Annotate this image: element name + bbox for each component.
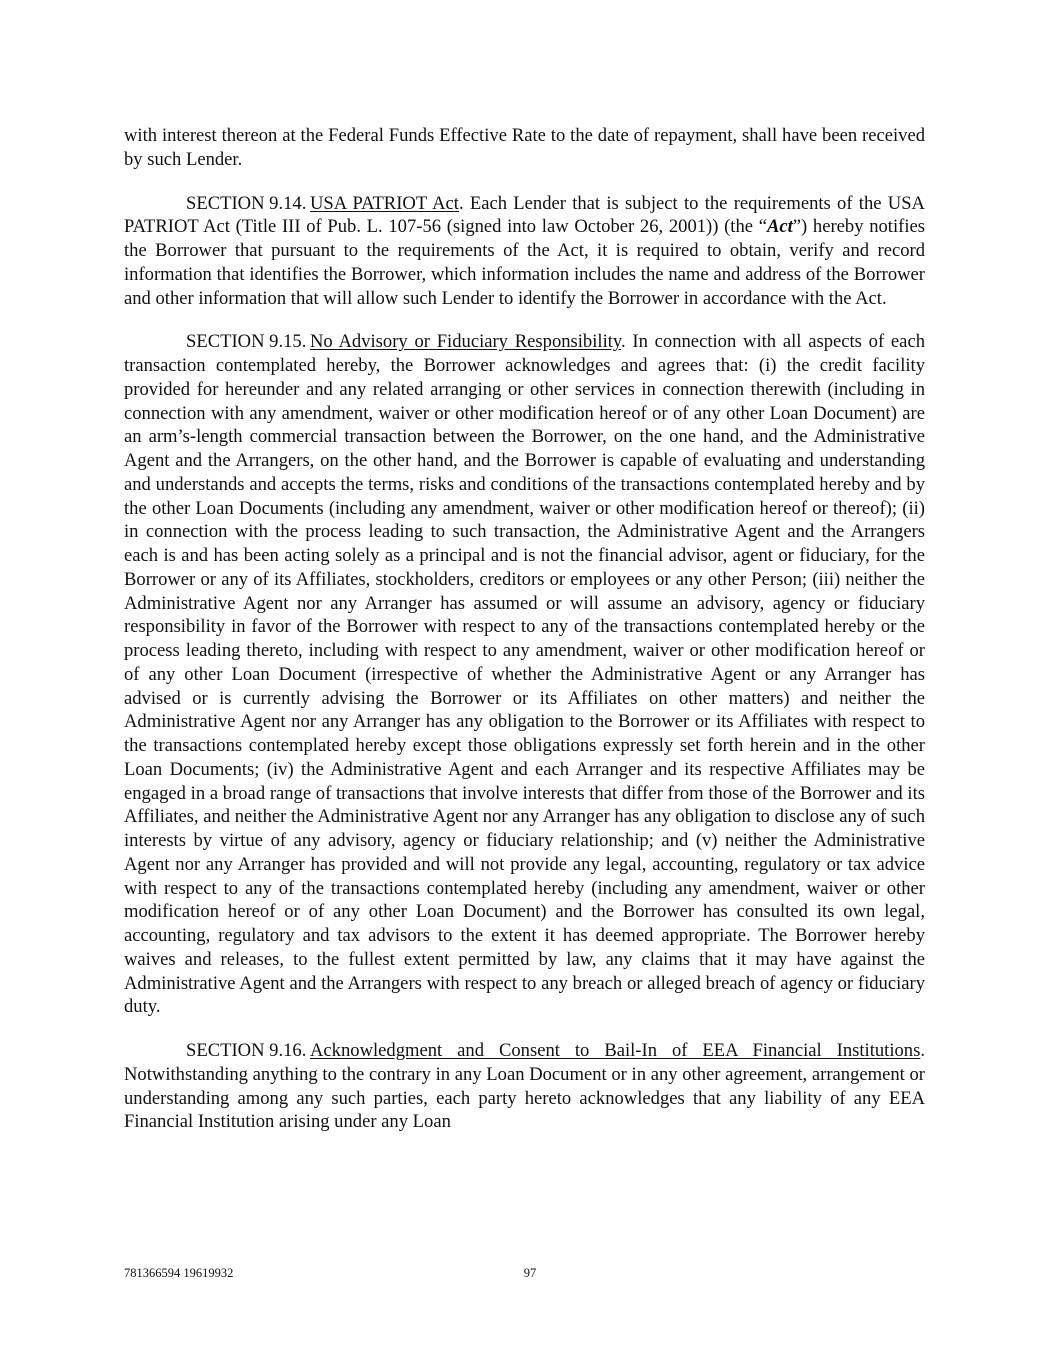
section-9-15-paragraph — [124, 330, 925, 1019]
section-text: ”) hereby notifies the Borrower that pursuant to the requirements of the Act, it is required to obtain, verify and record information that identifies the Borrower, which information includes the name and address of the Borrower and other information that will allow such Lender to identify the Borrower in accordance with the Act. — [124, 216, 925, 309]
section-9-16-paragraph — [124, 1039, 925, 1134]
section-number: SECTION 9.15. — [186, 331, 307, 353]
section-heading: No Advisory or Fiduciary Responsibility — [310, 331, 621, 353]
section-heading: USA PATRIOT Act — [310, 192, 459, 214]
section-text: . In connection with all aspects of each transaction contemplated hereby, the Borrower acknowledges and agrees that: (i) the credit facility provided for hereunder and any related arranging or other services in connection therewith (including in connection with any amendment, waiver or other modification hereof or of any other Loan Document) are an arm’s-length commercial transaction between the Borrower, on the one hand, and the Administrative Agent and the Arrangers, on the other hand, and the Borrower is capable of evaluating and understanding and understands and accepts the terms, risks and conditions of the transactions contemplated hereby and by the other Loan Documents (including any amendment, waiver or other modification hereof or thereof); (ii) in connection with the process leading to such transaction, the Administrative Agent and the Arrangers each is and has been acting solely as a principal and is not the financial advisor, agent or fiduciary, for the Borrower or any of its Affiliates, stockholders, creditors or employees or any other Person; (iii) neither the Administrative Agent nor any Arranger has assumed or will assume an advisory, agency or fiduciary responsibility in favor of the Borrower with respect to any of the transactions contemplated hereby or the process leading thereto, including with respect to any amendment, waiver or other modification hereof or of any other Loan Document (irrespective of whether the Administrative Agent or any Arranger has advised or is currently advising the Borrower or its Affiliates on other matters) and neither the Administrative Agent nor any Arranger has any obligation to the Borrower or its Affiliates with respect to the transactions contemplated hereby except those obligations expressly set forth herein and in the other Loan Documents; (iv) the Administrative Agent and each Arranger and its respective Affiliates may be engaged in a broad range of transactions that involve interests that differ from those of the Borrower and its Affiliates, and neither the Administrative Agent nor any Arranger has any obligation to disclose any of such interests by virtue of any advisory, agency or fiduciary relationship; and (v) neither the Administrative Agent nor any Arranger has provided and will not provide any legal, accounting, regulatory or tax advice with respect to any of the transactions contemplated hereby (including any amendment, waiver or other modification hereof or of any other Loan Document) and the Borrower has consulted its own legal, accounting, regulatory and tax advisors to the extent it has deemed appropriate. The Borrower hereby waives and releases, to the fullest extent permitted by law, any claims that it may have against the Administrative Agent and the Arrangers with respect to any breach or alleged breach of agency or fiduciary duty. — [124, 331, 925, 1018]
continuation-paragraph: with interest thereon at the Federal Funds Effective Rate to the date of repayment, shall have been received by such Lender. — [124, 125, 925, 170]
footer-page-number: 97 — [523, 1266, 537, 1280]
section-text: . Each Lender that is subject to the requirements of the USA PATRIOT Act (Title III of Pub. L. 107-56 (signed into law October 26, 2001)) (the “ — [124, 192, 925, 238]
section-heading: Acknowledgment and Consent to Bail-In of EEA Financial Institutions — [310, 1040, 921, 1061]
defined-term: Act — [766, 216, 793, 238]
section-number: SECTION 9.16. — [186, 1040, 307, 1061]
section-9-14-paragraph — [124, 192, 925, 311]
page-body — [124, 124, 925, 1154]
section-number: SECTION 9.14. — [186, 192, 307, 214]
footer-document-id: 781366594 19619932 — [124, 1266, 234, 1280]
section-text: . Notwithstanding anything to the contrary in any Loan Document or in any other agreement, arrangement or understanding among any such parties, each party hereto acknowledges that any liability of any EEA Financial Institution arising under any Loan — [124, 1040, 925, 1133]
